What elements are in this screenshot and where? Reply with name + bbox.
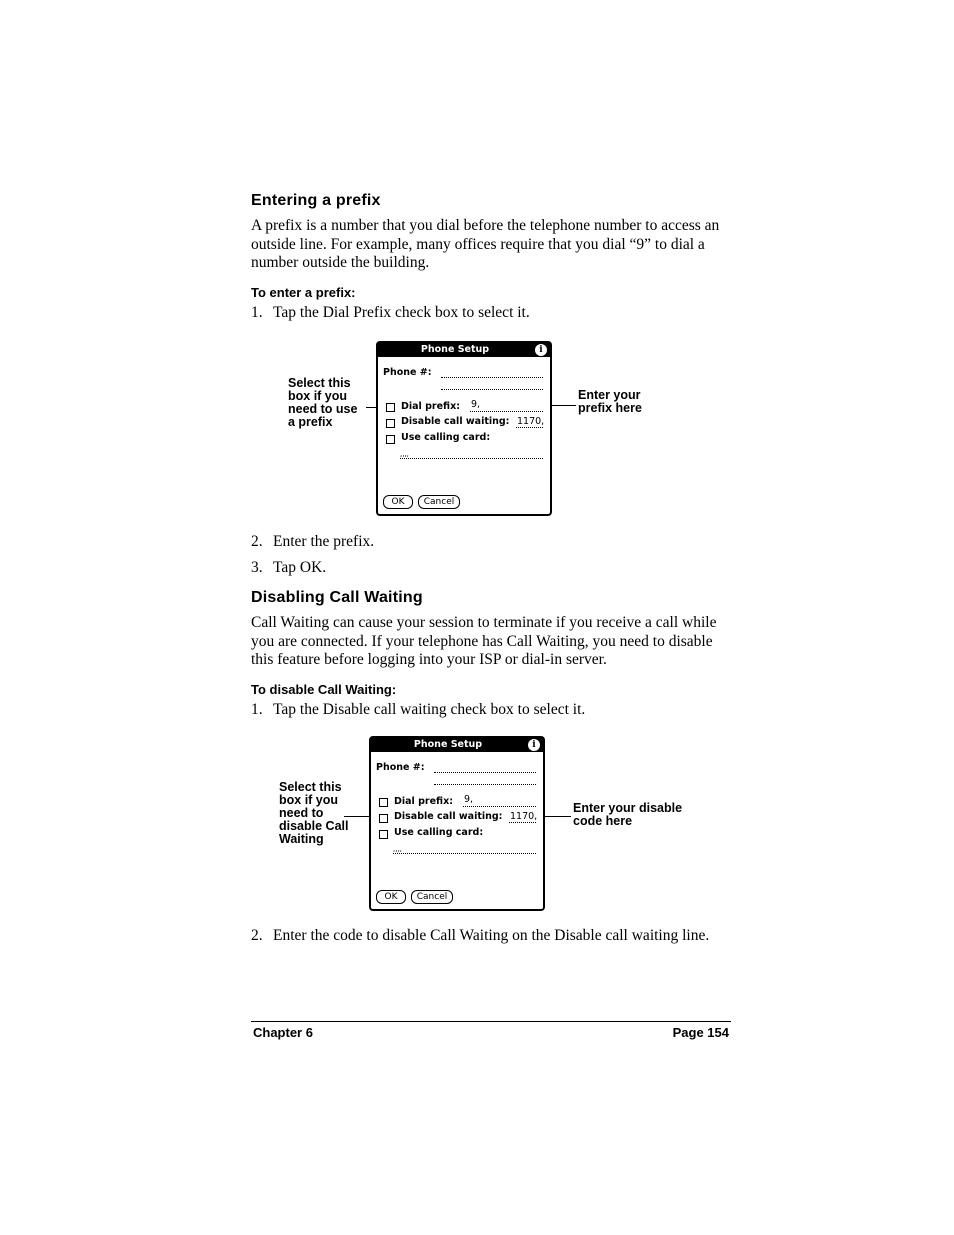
callout-line: need to [279, 806, 324, 820]
disable-call-waiting-label: Disable call waiting: [394, 811, 503, 822]
footer-rule [251, 1021, 731, 1022]
footer-page-number: Page 154 [672, 1025, 729, 1040]
callout-line: a prefix [288, 415, 333, 429]
disable-call-waiting-value: 1170, [510, 811, 538, 822]
use-calling-card-checkbox[interactable] [379, 830, 388, 839]
dial-prefix-checkbox[interactable] [386, 403, 395, 412]
use-calling-card-checkbox[interactable] [386, 435, 395, 444]
phone-number-label: Phone #: [376, 762, 425, 773]
step-2-enter-prefix [251, 533, 733, 552]
ok-button[interactable]: OK [376, 890, 406, 904]
callout-line: disable Call [279, 819, 349, 833]
callout-line: Waiting [279, 832, 324, 846]
use-calling-card-label: Use calling card: [401, 432, 491, 443]
cancel-button[interactable]: Cancel [418, 495, 460, 509]
info-icon[interactable]: i [535, 344, 547, 356]
disable-call-waiting-field[interactable] [509, 822, 536, 823]
phone-number-field-line-1[interactable] [441, 377, 543, 378]
callout-line: box if you [279, 793, 339, 807]
callout-line: code here [573, 814, 633, 828]
ok-button[interactable]: OK [383, 495, 413, 509]
step-text: Tap the Dial Prefix check box to select it. [273, 304, 530, 321]
section-heading-disabling-call-waiting: Disabling Call Waiting [251, 589, 423, 606]
step-text: Tap the Disable call waiting check box to select it. [273, 701, 586, 718]
callout-line: Select this [288, 376, 351, 390]
step-1-tap-dial-prefix [251, 304, 733, 323]
dial-prefix-label: Dial prefix: [394, 796, 454, 807]
dial-prefix-field[interactable] [470, 411, 543, 412]
callout-line: Enter your [578, 388, 641, 402]
phone-number-field-line-1[interactable] [434, 772, 536, 773]
step-text: Enter the prefix. [273, 533, 375, 550]
dialog-title: Phone Setup [413, 739, 483, 750]
step-text: Tap OK. [273, 559, 327, 576]
disable-call-waiting-checkbox[interactable] [379, 814, 388, 823]
use-calling-card-label: Use calling card: [394, 827, 484, 838]
callout-line: Enter your disable [573, 801, 683, 815]
dial-prefix-value: 9, [471, 399, 481, 410]
dial-prefix-label: Dial prefix: [401, 401, 461, 412]
disable-call-waiting-field[interactable] [516, 427, 543, 428]
section-heading-entering-prefix: Entering a prefix [251, 192, 381, 209]
step-2-enter-code [251, 927, 733, 965]
footer-chapter: Chapter 6 [253, 1025, 313, 1040]
call-waiting-intro-paragraph: Call Waiting can cause your session to terminate if you receive a call while you are connected. If your telephone has Call Waiting, you need to disable this feature before logging into your ISP or dial-in server. [251, 614, 717, 668]
calling-card-value: ,,,, [393, 845, 402, 853]
dialog-title: Phone Setup [420, 344, 490, 355]
disable-call-waiting-value: 1170, [517, 416, 545, 427]
disable-call-waiting-checkbox[interactable] [386, 419, 395, 428]
phone-number-field-line-2[interactable] [434, 784, 536, 785]
callout-enter-disable-code [573, 802, 682, 828]
step-number: 1. [251, 701, 263, 718]
callout-line: need to use [288, 402, 358, 416]
procedure-title-disable-call-waiting: To disable Call Waiting: [251, 682, 397, 697]
step-number: 2. [251, 533, 263, 550]
calling-card-field[interactable] [400, 458, 543, 459]
calling-card-field[interactable] [393, 853, 536, 854]
dialog-title-bar [371, 738, 543, 752]
phone-number-label: Phone #: [383, 367, 432, 378]
dial-prefix-checkbox[interactable] [379, 798, 388, 807]
calling-card-value: ,,,, [400, 450, 409, 458]
callout-select-prefix-box [288, 377, 357, 429]
dialog-title-bar [378, 343, 550, 357]
callout-select-call-waiting-box [279, 781, 348, 846]
procedure-title-enter-prefix: To enter a prefix: [251, 285, 356, 300]
callout-line: Select this [279, 780, 342, 794]
step-number: 3. [251, 559, 263, 576]
step-number: 1. [251, 304, 263, 321]
dial-prefix-value: 9, [464, 794, 474, 805]
disable-call-waiting-label: Disable call waiting: [401, 416, 510, 427]
step-text: Enter the code to disable Call Waiting on the Disable call waiting line. [273, 927, 710, 944]
phone-setup-dialog [369, 736, 545, 911]
callout-line: prefix here [578, 401, 642, 415]
step-1-tap-disable-call-waiting [251, 701, 733, 720]
callout-line: box if you [288, 389, 348, 403]
phone-setup-dialog [376, 341, 552, 516]
prefix-intro-paragraph: A prefix is a number that you dial before the telephone number to access an outside line. For example, many offices require that you dial “9” to dial a number outside the building. [251, 217, 720, 271]
phone-number-field-line-2[interactable] [441, 389, 543, 390]
step-number: 2. [251, 927, 263, 944]
dial-prefix-field[interactable] [463, 806, 536, 807]
info-icon[interactable]: i [528, 739, 540, 751]
callout-enter-prefix-here [578, 389, 642, 415]
step-3-tap-ok [251, 559, 733, 578]
cancel-button[interactable]: Cancel [411, 890, 453, 904]
